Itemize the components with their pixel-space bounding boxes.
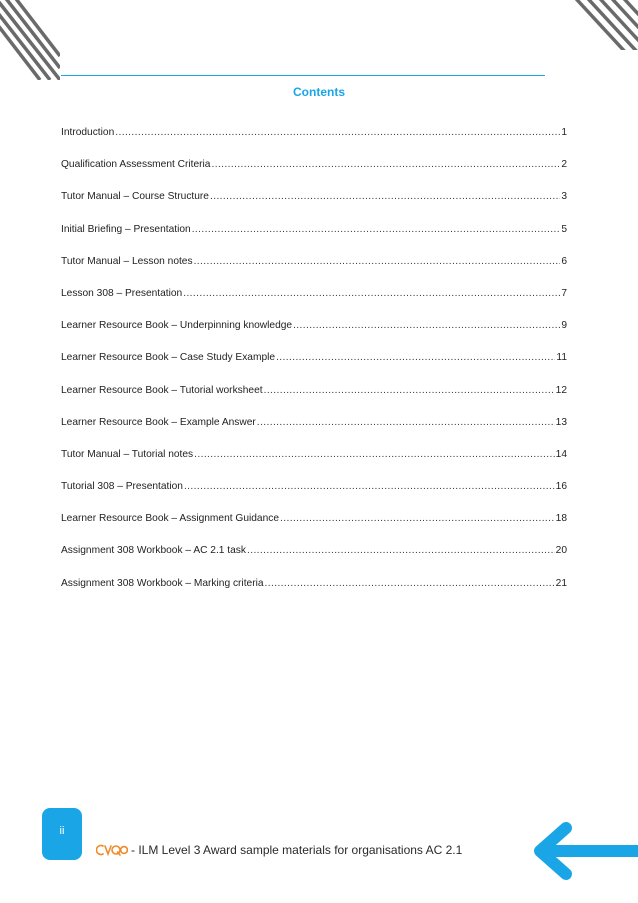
toc-leader-dots — [115, 127, 560, 138]
toc-entry[interactable] — [61, 513, 567, 545]
toc-entry-page: 1 — [561, 127, 567, 138]
toc-entry-page: 3 — [561, 191, 567, 203]
toc-leader-dots — [184, 481, 555, 492]
toc-leader-dots — [247, 545, 555, 556]
toc-entry-page: 7 — [561, 287, 567, 299]
toc-entry[interactable] — [61, 256, 567, 288]
toc-entry-label: Learner Resource Book – Underpinning knowledge — [61, 320, 293, 332]
toc-leader-dots — [293, 320, 560, 331]
corner-stripes-top-left — [0, 0, 60, 80]
toc-entry-label: Qualification Assessment Criteria — [61, 159, 211, 171]
toc-entry[interactable] — [61, 385, 567, 417]
toc-entry-label: Learner Resource Book – Tutorial worksheet — [61, 384, 263, 396]
toc-leader-dots — [194, 256, 561, 267]
toc-entry-label: Introduction — [61, 127, 115, 138]
corner-stripes-top-right — [558, 0, 638, 50]
toc-entry[interactable] — [61, 545, 567, 577]
toc-leader-dots — [276, 352, 555, 363]
toc-entry-page: 2 — [561, 159, 567, 171]
toc-entry-label: Initial Briefing – Presentation — [61, 223, 191, 235]
toc-entry-page: 6 — [561, 255, 567, 267]
toc-entry-label: Tutor Manual – Tutorial notes — [61, 448, 194, 460]
toc-entry-label: Assignment 308 Workbook – AC 2.1 task — [61, 545, 246, 557]
toc-entry-label: Tutor Manual – Course Structure — [61, 191, 209, 203]
toc-entry-label: Lesson 308 – Presentation — [61, 287, 183, 299]
toc-entry[interactable] — [61, 159, 567, 191]
toc-entry-page: 11 — [556, 352, 567, 364]
header-rule — [61, 75, 545, 76]
page-title: Contents — [293, 85, 345, 99]
toc-entry-page: 13 — [555, 416, 567, 428]
page-number-badge: ii — [42, 808, 82, 860]
toc-entry-label: Learner Resource Book – Example Answer — [61, 416, 256, 428]
toc-entry[interactable] — [61, 288, 567, 320]
toc-entry[interactable] — [61, 578, 567, 610]
toc-leader-dots — [210, 191, 560, 202]
toc-leader-dots — [183, 288, 560, 299]
toc-entry[interactable] — [61, 191, 567, 223]
toc-entry-page: 18 — [555, 513, 567, 525]
toc-entry-page: 20 — [555, 545, 567, 557]
toc-entry-page: 12 — [555, 384, 567, 396]
cvqo-logo — [96, 842, 128, 858]
toc-leader-dots — [265, 578, 555, 589]
toc-entry-page: 9 — [561, 320, 567, 332]
toc-entry-label: Assignment 308 Workbook – Marking criteria — [61, 577, 264, 589]
toc-entry-label: Tutor Manual – Lesson notes — [61, 255, 193, 267]
toc-entry-page: 5 — [561, 223, 567, 235]
footer-text: - ILM Level 3 Award sample materials for organisations AC 2.1 — [131, 843, 463, 857]
toc-entry[interactable] — [61, 449, 567, 481]
toc-leader-dots — [264, 385, 555, 396]
toc-entry-label: Tutorial 308 – Presentation — [61, 481, 183, 493]
toc-entry[interactable] — [61, 417, 567, 449]
toc-entry[interactable] — [61, 224, 567, 256]
toc-entry[interactable] — [61, 320, 567, 352]
table-of-contents — [61, 127, 567, 610]
toc-leader-dots — [257, 417, 555, 428]
toc-entry-label: Learner Resource Book – Assignment Guidance — [61, 513, 280, 525]
toc-entry-page: 16 — [555, 481, 567, 493]
back-arrow-icon[interactable] — [526, 820, 638, 880]
toc-entry-page: 21 — [555, 577, 567, 589]
toc-leader-dots — [280, 513, 555, 524]
toc-leader-dots — [211, 159, 560, 170]
toc-entry-label: Learner Resource Book – Case Study Example — [61, 352, 276, 364]
toc-entry[interactable] — [61, 352, 567, 384]
toc-leader-dots — [192, 224, 561, 235]
toc-entry[interactable] — [61, 127, 567, 159]
toc-leader-dots — [194, 449, 555, 460]
toc-entry-page: 14 — [555, 448, 567, 460]
toc-entry[interactable] — [61, 481, 567, 513]
